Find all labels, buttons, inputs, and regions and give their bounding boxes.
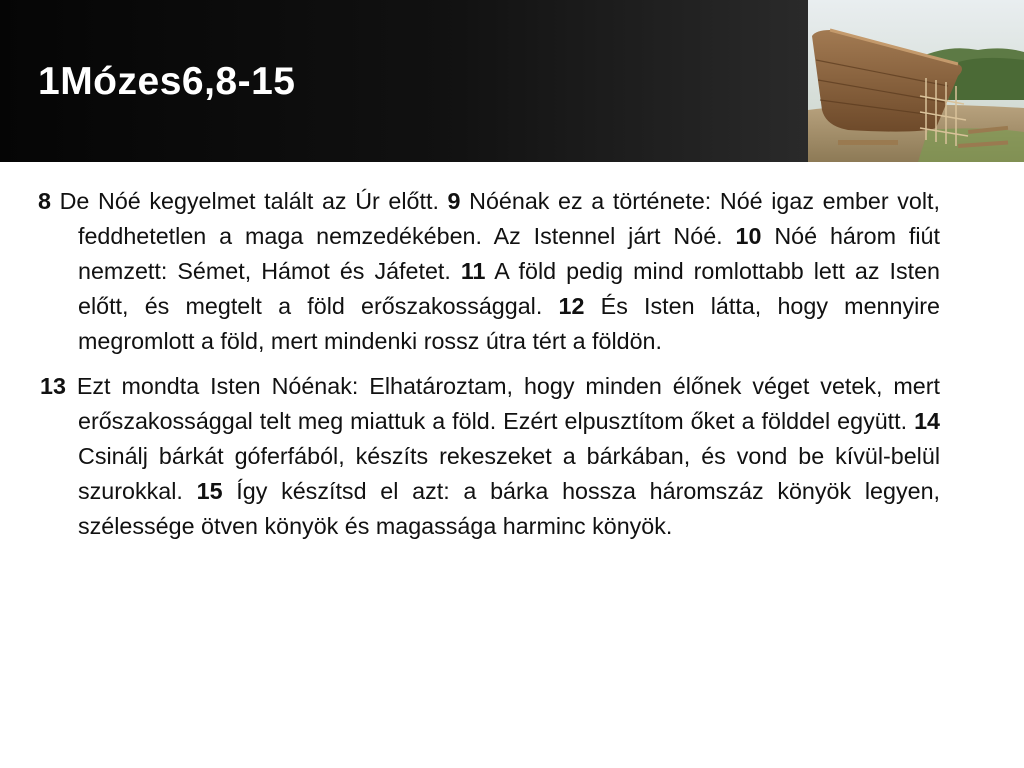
verse-text: A föld pedig mind romlottabb lett az Isten előtt, és megtelt a föld erőszakossággal. [78, 258, 940, 319]
verse-text: Nóé három fiút nemzett: Sémet, Hámot és Jáfetet. [78, 223, 940, 284]
verse-number: 10 [735, 223, 762, 249]
scripture-text [38, 184, 940, 554]
verse-number: 9 [447, 188, 461, 214]
verse-number: 8 [38, 188, 51, 214]
slide-title: 1Mózes6,8-15 [38, 60, 296, 103]
verse-text: De Nóé kegyelmet talált az Úr előtt. [50, 188, 448, 214]
verse-text: Csinálj bárkát góferfából, készíts rekeszeket a bárkában, és vond be kívül-belül szurokkal. [78, 443, 940, 504]
noahs-ark-photo [808, 0, 1024, 162]
verse-number: 14 [914, 408, 940, 434]
paragraph [38, 184, 940, 359]
title-bar [0, 0, 808, 162]
verse-number: 13 [40, 373, 66, 399]
verse-text: És Isten látta, hogy mennyire megromlott a föld, mert mindenki rossz útra tért a földön. [78, 293, 940, 354]
verse-number: 12 [558, 293, 585, 319]
verse-number: 15 [196, 478, 223, 504]
verse-text: Ezt mondta Isten Nóénak: Elhatároztam, hogy minden élőnek véget vetek, mert erőszakossággal telt meg miattuk a föld. Ezért elpusztítom őket a földdel együtt. [65, 373, 940, 434]
paragraph [38, 369, 940, 544]
verse-text: Így készítsd el azt: a bárka hossza háromszáz könyök legyen, szélessége ötven könyök és magassága harminc könyök. [78, 478, 940, 539]
verse-number: 11 [460, 258, 486, 284]
verse-text: Nóénak ez a története: Nóé igaz ember volt, feddhetetlen a maga nemzedékében. Az Istennel járt Nóé. [78, 188, 940, 249]
